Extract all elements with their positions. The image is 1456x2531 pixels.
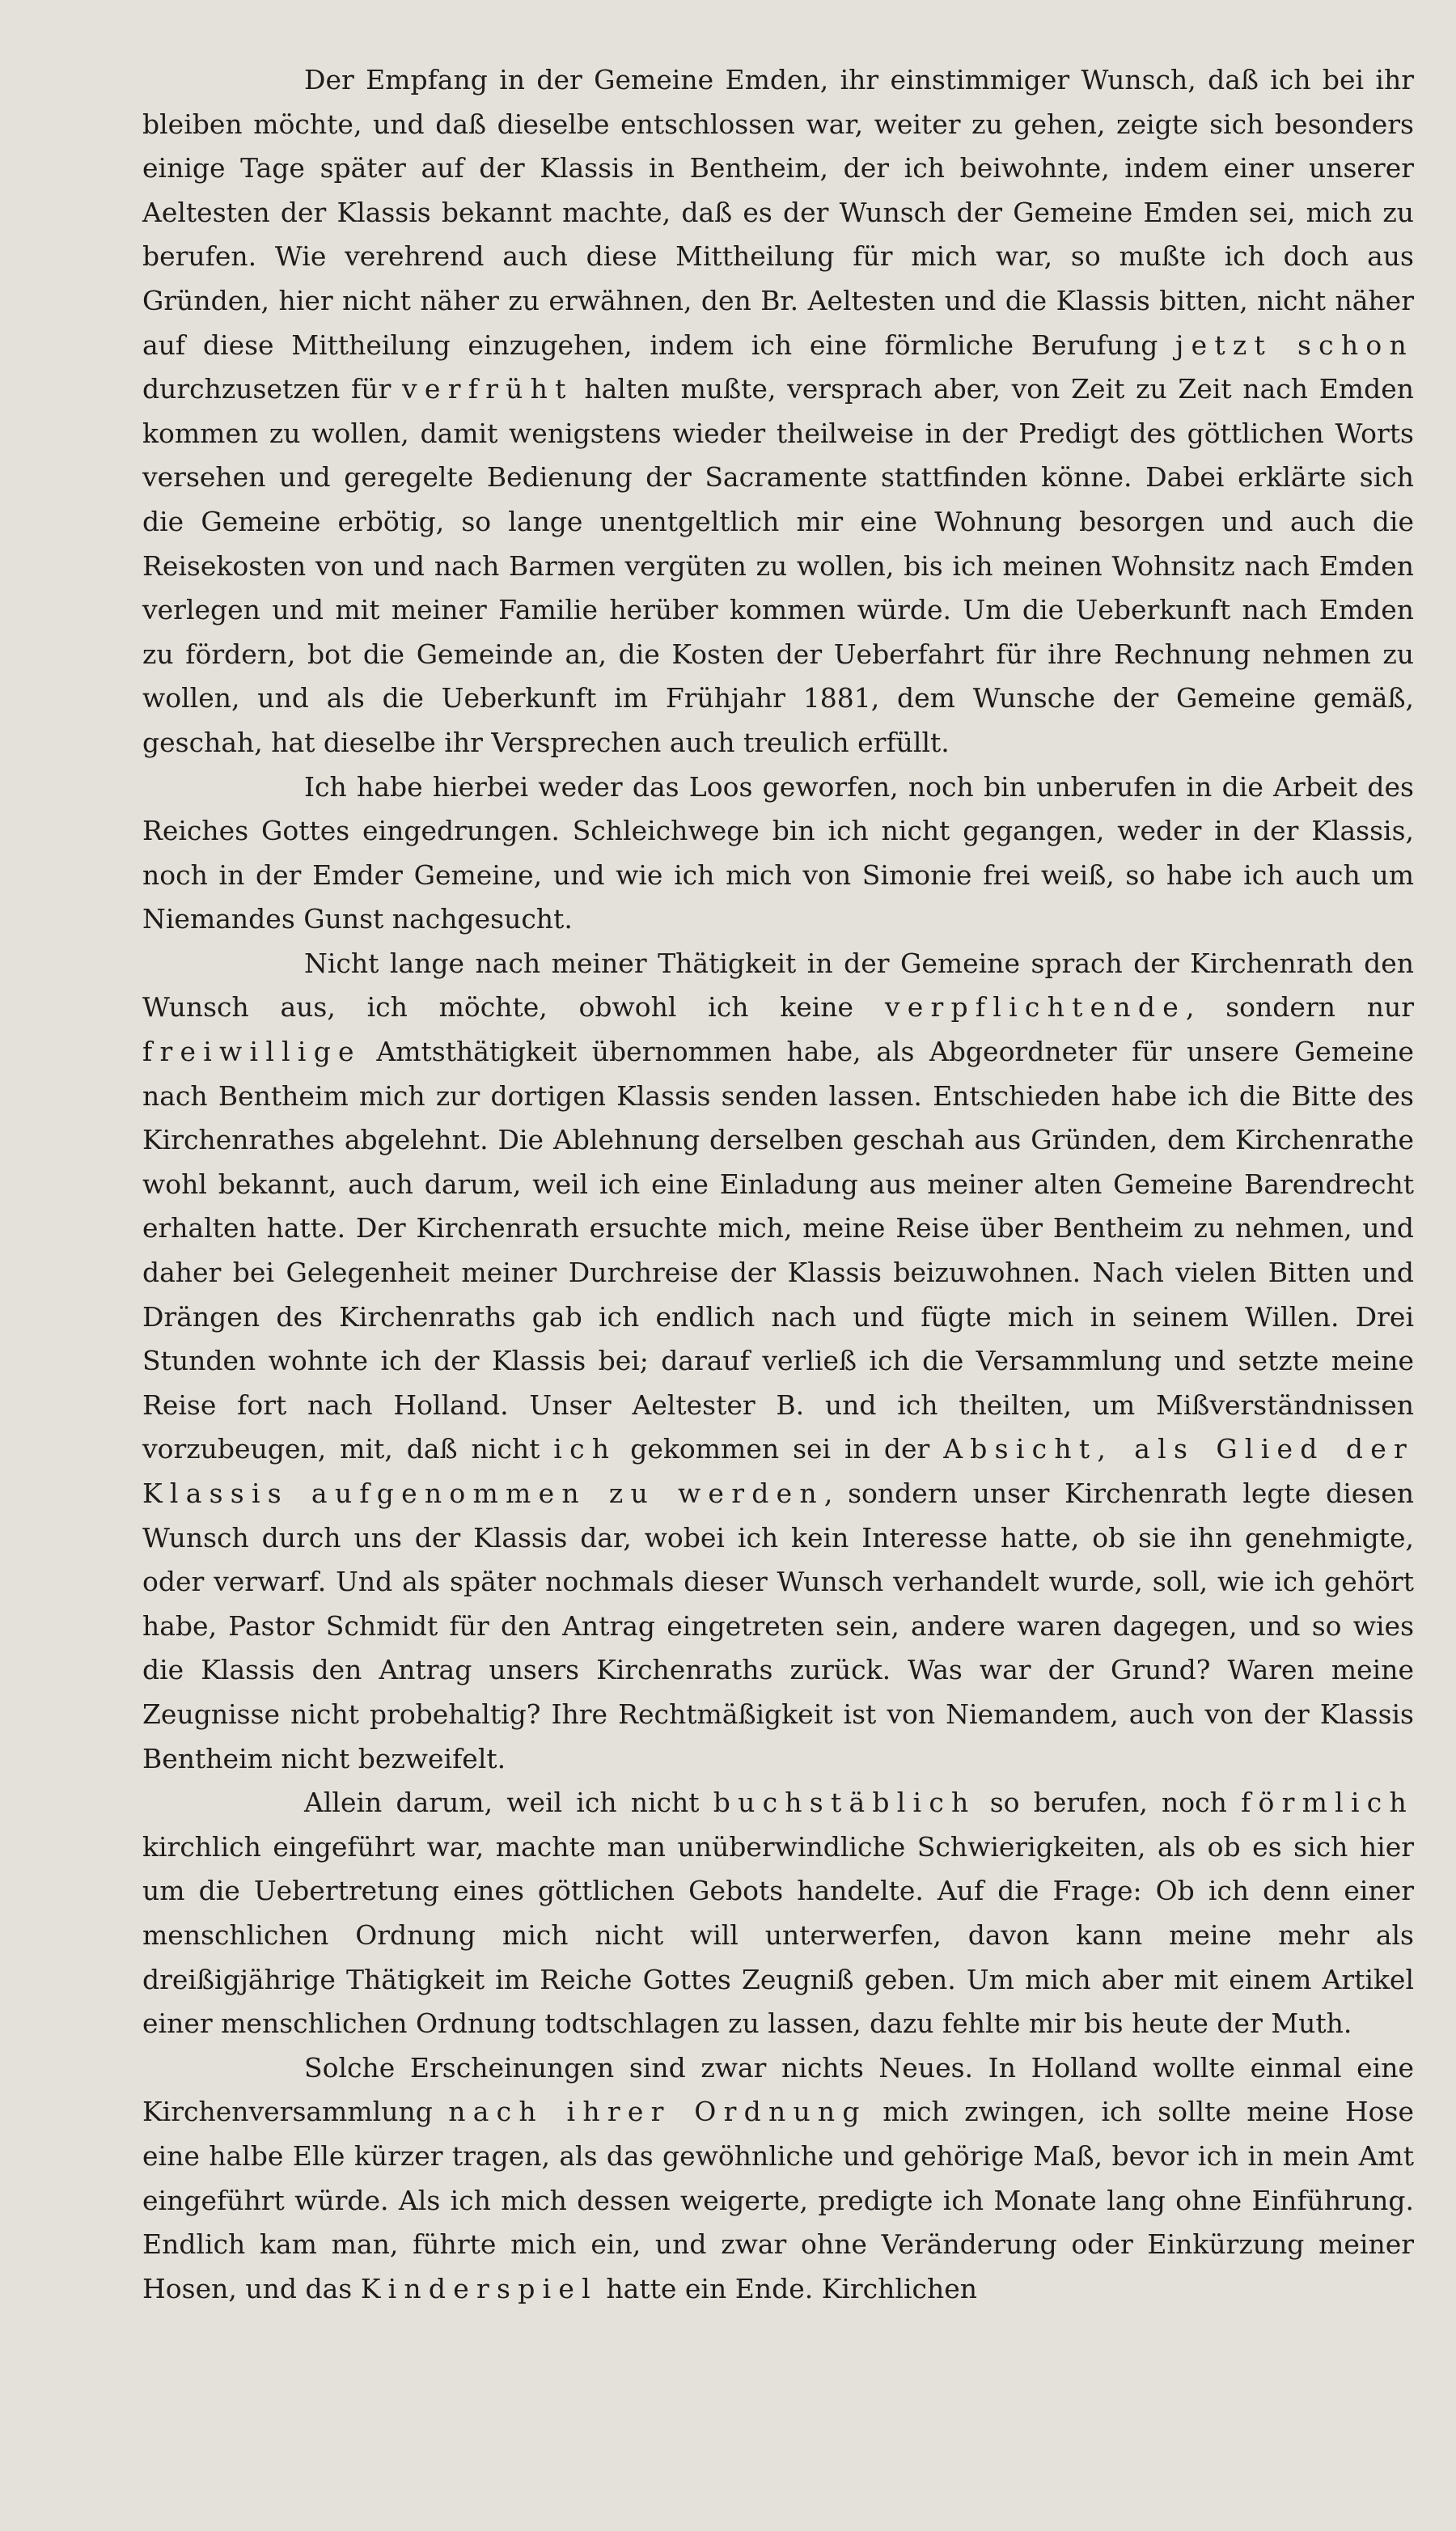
paragraph [142, 765, 1414, 942]
spaced-emphasis: verfrüht [402, 373, 574, 405]
body-text [142, 58, 1414, 2311]
paragraph [142, 1781, 1414, 2046]
spaced-emphasis: jetzt schon [1175, 329, 1415, 361]
spaced-emphasis: ich [553, 1433, 617, 1465]
text-run: , sondern nur [1186, 991, 1414, 1024]
text-run: durchzusetzen für [142, 373, 403, 405]
text-run: gekommen sei in der [616, 1433, 944, 1465]
text-run: Amtsthätigkeit übernommen habe, als Abgeordneter für unsere Gemeine nach Bentheim mich zur dortigen Klassis senden lassen. Entschieden habe ich die Bitte des Kirchenrathes abgelehnt. Die Ablehnung derselben geschah aus Gründen, dem Kirchenrathe wohl bekannt, auch darum, weil ich eine Einladung aus meiner alten Gemeine Barendrecht erhalten hatte. Der Kirchenrath ersuchte mich, meine Reise über Bentheim zu nehmen, und daher bei Gelegenheit meiner Durchreise der Klassis beizuwohnen. Nach vielen Bitten und Drängen des Kirchenraths gab ich endlich nach und fügte mich in seinem Willen. Drei Stunden wohnte ich der Klassis bei; darauf verließ ich die Versammlung und setzte meine Reise fort nach Holland. Unser Aeltester B. und ich theilten, um Mißverständnissen vorzubeugen, mit, daß nicht [142, 1036, 1414, 1465]
text-run: hatte ein Ende. Kirchlichen [597, 2272, 978, 2304]
spaced-emphasis: freiwillige [142, 1036, 362, 1068]
text-run: Allein darum, weil ich nicht [304, 1787, 713, 1819]
text-run: kirchlich eingeführt war, machte man unüberwindliche Schwierigkeiten, als ob es sich hier um die Uebertretung eines göttlichen Gebots handelte. Auf die Frage: Ob ich denn einer menschlichen Ordnung mich nicht will unterwerfen, davon kann meine mehr als dreißigjährige Thätigkeit im Reiche Gottes Zeugniß geben. Um mich aber mit einem Artikel einer menschlichen Ordnung todtschlagen zu lassen, dazu fehlte mir bis heute der Muth. [142, 1830, 1414, 2040]
text-run: halten mußte, versprach aber, von Zeit zu Zeit nach Emden kommen zu wollen, damit wenigstens wieder theilweise in der Predigt des göttlichen Worts versehen und geregelte Bedienung der Sacramente stattfinden könne. Dabei erklärte sich die Gemeine erbötig, so lange unentgeltlich mir eine Wohnung besorgen und auch die Reisekosten von und nach Barmen vergüten zu wollen, bis ich meinen Wohnsitz nach Emden verlegen und mit meiner Familie herüber kommen würde. Um die Ueberkunft nach Emden zu fördern, bot die Gemeinde an, die Kosten der Ueberfahrt für ihre Rechnung nehmen zu wollen, und als die Ueberkunft im Frühjahr 1881, dem Wunsche der Gemeine gemäß, geschah, hat dieselbe ihr Versprechen auch treulich erfüllt. [142, 373, 1414, 758]
text-run: Der Empfang in der Gemeine Emden, ihr einstimmiger Wunsch, daß ich bei ihr bleiben möchte, und daß dieselbe entschlossen war, weiter zu gehen, zeigte sich besonders einige Tage später auf der Klassis in Bentheim, der ich beiwohnte, indem einer unserer Aeltesten der Klassis bekannt machte, daß es der Wunsch der Gemeine Emden sei, mich zu berufen. Wie verehrend auch diese Mittheilung für mich war, so mußte ich doch aus Gründen, hier nicht näher zu erwähnen, den Br. Aeltesten und die Klassis bitten, nicht näher auf diese Mittheilung einzugehen, indem ich eine förmliche Berufung [142, 64, 1414, 361]
text-run: Nicht lange nach meiner Thätigkeit in der Gemeine sprach der Kirchenrath den Wunsch aus, ich möchte, obwohl ich keine [142, 947, 1414, 1024]
paragraph [142, 942, 1414, 1781]
spaced-emphasis: Kinderspiel [360, 2272, 598, 2304]
spaced-emphasis: nach ihrer Ordnung [448, 2096, 867, 2128]
spaced-emphasis: verpflichtende [884, 991, 1186, 1024]
spaced-emphasis: förmlich [1241, 1787, 1414, 1819]
spaced-emphasis: buchstäblich [713, 1787, 976, 1819]
spaced-emphasis: Absicht, als Glied der Klassis aufgenommen zu werden [142, 1433, 1414, 1509]
text-run: , sondern unser Kirchenrath legte diesen Wunsch durch uns der Klassis dar, wobei ich kein Interesse hatte, ob sie ihn genehmigte, oder verwarf. Und als später nochmals dieser Wunsch verhandelt wurde, soll, wie ich gehört habe, Pastor Schmidt für den Antrag eingetreten sein, andere waren dagegen, und so wies die Klassis den Antrag unsers Kirchenraths zurück. Was war der Grund? Waren meine Zeugnisse nicht probehaltig? Ihre Rechtmäßigkeit ist von Niemandem, auch von der Klassis Bentheim nicht bezweifelt. [142, 1477, 1414, 1774]
paragraph [142, 58, 1414, 765]
text-run: so berufen, noch [976, 1787, 1242, 1819]
text-run: Ich habe hierbei weder das Loos geworfen, noch bin unberufen in die Arbeit des Reiches Gottes eingedrungen. Schleichwege bin ich nicht gegangen, weder in der Klassis, noch in der Emder Gemeine, und wie ich mich von Simonie frei weiß, so habe ich auch um Niemandes Gunst nachgesucht. [142, 770, 1414, 935]
text-run: mich zwingen, ich sollte meine Hose eine halbe Elle kürzer tragen, als das gewöhnliche und gehörige Maß, bevor ich in mein Amt eingeführt würde. Als ich mich dessen weigerte, predigte ich Monate lang ohne Einführung. Endlich kam man, führte mich ein, und zwar ohne Veränderung oder Einkürzung meiner Hosen, und das [142, 2096, 1414, 2304]
text-run: Solche Erscheinungen sind zwar nichts Neues. In Holland wollte einmal eine Kirchenversammlung [142, 2051, 1414, 2128]
paragraph [142, 2046, 1414, 2312]
